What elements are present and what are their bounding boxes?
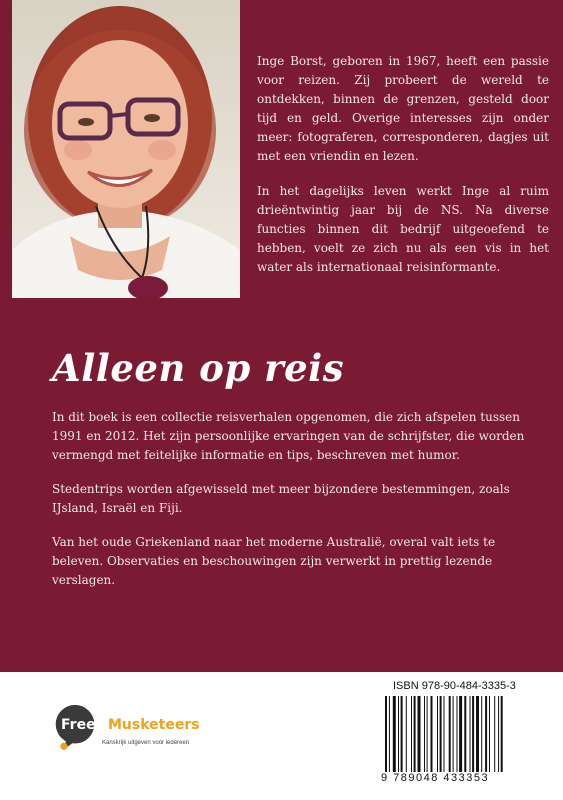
barcode-bar (485, 696, 487, 772)
barcode-bar (498, 696, 499, 772)
publisher-name-free: Free (61, 717, 96, 733)
barcode-bar (453, 696, 454, 772)
author-photo (12, 0, 240, 298)
barcode-bar (459, 696, 462, 772)
blurb-paragraph: Stedentrips worden afgewisseld met meer bijzondere bestemmingen, zoals IJsland, Israël en Fiji. (52, 482, 510, 515)
barcode-digits: 9 789048 433353 (381, 772, 490, 784)
barcode-bar (427, 696, 428, 772)
barcode-bar (437, 696, 438, 772)
barcode-bar (444, 696, 445, 772)
isbn-label: ISBN 978-90-484-3335-3 (393, 680, 516, 692)
barcode-bar (385, 696, 387, 772)
blurb-paragraph: Van het oude Griekenland naar het moderne Australië, overal valt iets te beleven. Observaties en beschouwingen zijn verwerkt in prettig lezende verslagen. (52, 535, 496, 587)
barcode-bar (406, 696, 407, 772)
publisher-logo (52, 700, 202, 760)
barcode-bar (470, 696, 471, 772)
blurb-paragraph: In dit boek is een collectie reisverhalen opgenomen, die zich afspelen tussen 1991 en 2012. Het zijn persoonlijke ervaringen van de schrijfster, die worden vermengd met feitelijke informatie en tips, beschreven met humor. (52, 410, 525, 462)
barcode-bar (440, 696, 442, 772)
barcode-icon (381, 696, 557, 772)
publisher-tagline: Kanskrijk uitgeven voor iedereen (102, 740, 190, 746)
barcode-bar (424, 696, 425, 772)
barcode-bar (449, 696, 451, 772)
bio-paragraph: In het dagelijks leven werkt Inge al ruim drieëntwintig jaar bij de NS. Na diverse functies binnen dit bedrijf uitgeoefend te hebben, voelt ze zich nu als een vis in het water als internationaal reisinformante. (257, 184, 549, 274)
barcode-bar (398, 696, 399, 772)
barcode-bar (414, 696, 416, 772)
barcode-bar (472, 696, 474, 772)
barcode-bar (418, 696, 421, 772)
barcode-bar (431, 696, 433, 772)
publisher-name-musketeers: Musketeers (108, 717, 200, 733)
barcode-bar (501, 696, 503, 772)
barcode-bar (457, 696, 458, 772)
author-portrait-icon (12, 0, 240, 298)
bio-paragraph: Inge Borst, geboren in 1967, heeft een passie voor reizen. Zij probeert de wereld te ontdekken, binnen de grenzen, gesteld door tijd en geld. Overige interesses zijn onder meer: fotograferen, corresponderen, dagjes uit met een vriendin en lezen. (257, 54, 549, 163)
barcode-bar (464, 696, 466, 772)
author-bio (257, 52, 549, 293)
barcode-bar (489, 696, 490, 772)
barcode-bar (393, 696, 396, 772)
barcode-bar (476, 696, 479, 772)
barcode-bar (481, 696, 482, 772)
isbn-barcode (381, 676, 557, 794)
book-blurb (52, 408, 528, 605)
book-title: Alleen op reis (52, 346, 345, 390)
barcode-bar (494, 696, 495, 772)
barcode-bar (389, 696, 390, 772)
barcode-bar (401, 696, 403, 772)
barcode-bar (411, 696, 412, 772)
